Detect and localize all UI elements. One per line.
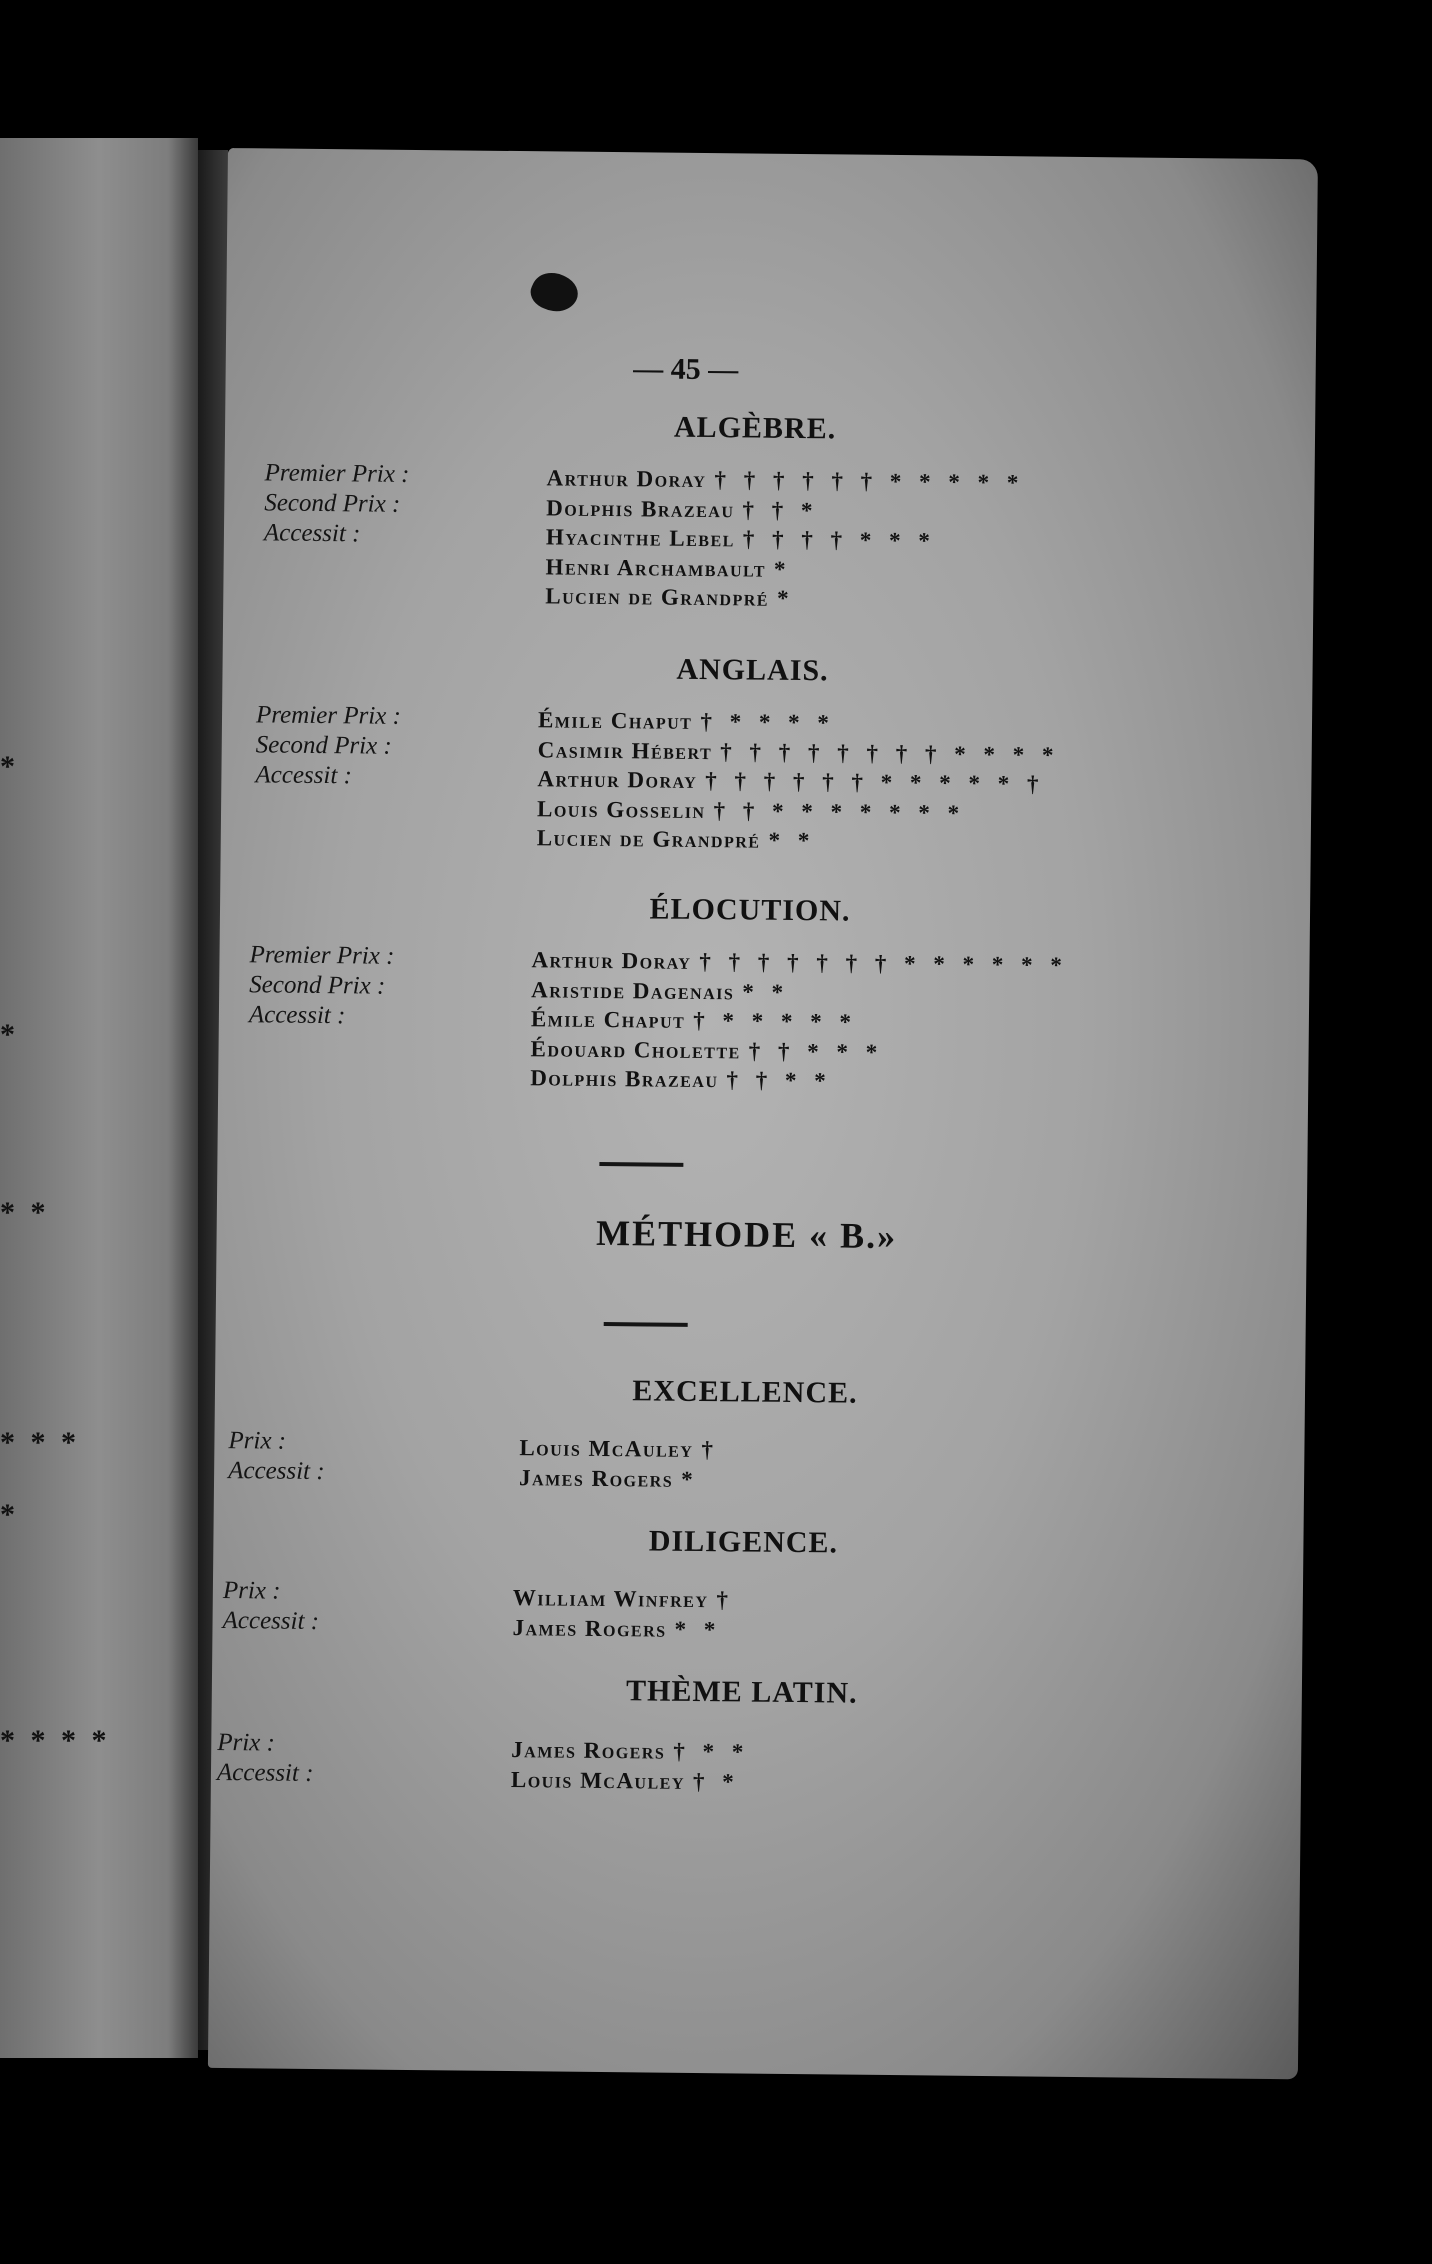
student-name: William Winfrey: [512, 1585, 709, 1613]
distinction-marks: † † † † † † † * * * * * *: [699, 948, 1068, 978]
document-page: [208, 148, 1318, 2079]
left-page-mark: *: [0, 1018, 19, 1051]
section-title-excellence: EXCELLENCE.: [632, 1374, 858, 1410]
distinction-marks: * *: [742, 978, 790, 1005]
award-label: Accessit :: [248, 1001, 346, 1030]
student-name: Hyacinthe Lebel: [545, 524, 736, 552]
page-number: — 45 —: [633, 352, 739, 387]
list-item: [530, 1063, 1230, 1100]
student-name: Émile Chaput: [537, 707, 693, 734]
distinction-marks: † † † † * * *: [742, 526, 936, 554]
award-names: [530, 945, 1232, 1100]
left-page-mark: * * *: [0, 1426, 80, 1459]
distinction-marks: † † *: [742, 496, 819, 523]
student-name: Arthur Doray: [531, 947, 692, 974]
list-item: [545, 581, 1245, 618]
award-labels: [264, 458, 465, 550]
left-page-mark: * * * *: [0, 1724, 111, 1757]
student-name: James Rogers: [512, 1614, 667, 1642]
award-label: Accessit :: [228, 1457, 325, 1486]
award-label: Premier Prix :: [264, 459, 410, 488]
distinction-marks: † † † † † † * * * * * †: [705, 768, 1045, 797]
student-name: Édouard Cholette: [530, 1035, 741, 1063]
award-labels: [217, 1728, 418, 1790]
distinction-marks: † † † † † † * * * * *: [714, 467, 1025, 496]
award-label: Second Prix :: [249, 971, 386, 1000]
distinction-marks: * *: [768, 827, 816, 854]
award-label: Prix :: [217, 1728, 276, 1757]
award-label: Prix :: [228, 1427, 287, 1455]
distinction-marks: † *: [692, 1768, 740, 1794]
distinction-marks: † * * * *: [700, 708, 836, 736]
award-labels: [255, 700, 456, 792]
award-labels: [249, 940, 450, 1032]
distinction-marks: †: [716, 1587, 735, 1613]
list-item: [512, 1613, 1212, 1650]
distinction-marks: *: [773, 556, 792, 582]
distinction-marks: †: [701, 1437, 720, 1463]
student-name: James Rogers: [518, 1464, 674, 1492]
award-labels: [222, 1576, 423, 1638]
award-label: Prix :: [222, 1577, 281, 1605]
award-label: Second Prix :: [255, 731, 392, 760]
list-item: [511, 1765, 1211, 1802]
award-names: [537, 705, 1239, 860]
student-name: Louis Gosselin: [536, 795, 706, 823]
award-names: [545, 463, 1247, 618]
distinction-marks: *: [681, 1466, 699, 1492]
distinction-marks: † † † † † † † † * * * *: [720, 738, 1060, 768]
student-name: Louis McAuley: [519, 1435, 694, 1462]
student-name: James Rogers: [511, 1737, 666, 1764]
distinction-marks: * *: [674, 1616, 722, 1642]
student-name: Aristide Dagenais: [531, 976, 735, 1004]
award-names: [511, 1735, 1212, 1801]
method-heading: MÉTHODE « B.»: [595, 1212, 898, 1257]
list-item: [537, 823, 1237, 860]
ink-blot: [526, 265, 584, 319]
award-label: Second Prix :: [264, 489, 401, 518]
award-names: [519, 1433, 1220, 1499]
distinction-marks: † † * * * * * * *: [713, 797, 966, 826]
student-name: Henri Archambault: [545, 553, 767, 582]
list-item: [519, 1463, 1219, 1500]
distinction-marks: † * * * * *: [693, 1007, 858, 1035]
student-name: Dolphis Brazeau: [546, 494, 735, 522]
section-title-theme-latin: THÈME LATIN.: [625, 1674, 858, 1710]
award-labels: [228, 1426, 429, 1488]
student-name: Lucien de Grandpré: [536, 825, 761, 853]
section-title-algebre: ALGÈBRE.: [673, 410, 837, 446]
student-name: Louis McAuley: [510, 1766, 686, 1794]
distinction-marks: † † * *: [726, 1067, 832, 1094]
student-name: Émile Chaput: [530, 1006, 686, 1033]
distinction-marks: *: [776, 585, 795, 611]
student-name: Casimir Hébert: [537, 736, 713, 764]
distinction-marks: † † * * *: [748, 1038, 884, 1065]
student-name: Arthur Doray: [546, 465, 707, 493]
student-name: Arthur Doray: [537, 766, 698, 793]
section-title-diligence: DILIGENCE.: [648, 1524, 839, 1560]
award-label: Premier Prix :: [255, 701, 402, 730]
distinction-marks: † * *: [673, 1738, 750, 1765]
left-page-mark: * *: [0, 1196, 50, 1229]
left-page-mark: *: [0, 1498, 19, 1531]
section-title-anglais: ANGLAIS.: [676, 652, 829, 688]
divider-rule: [604, 1322, 688, 1327]
section-title-elocution: ÉLOCUTION.: [649, 892, 851, 928]
divider-rule: [599, 1162, 683, 1167]
award-label: Accessit :: [222, 1607, 320, 1636]
award-label: Accessit :: [255, 761, 353, 790]
left-page-mark: *: [0, 750, 19, 783]
award-label: Accessit :: [216, 1758, 314, 1787]
award-label: Accessit :: [263, 519, 361, 548]
left-facing-page: [0, 138, 198, 2058]
award-names: [512, 1583, 1213, 1649]
award-label: Premier Prix :: [249, 941, 395, 970]
student-name: Lucien de Grandpré: [545, 583, 770, 611]
student-name: Dolphis Brazeau: [530, 1065, 719, 1093]
